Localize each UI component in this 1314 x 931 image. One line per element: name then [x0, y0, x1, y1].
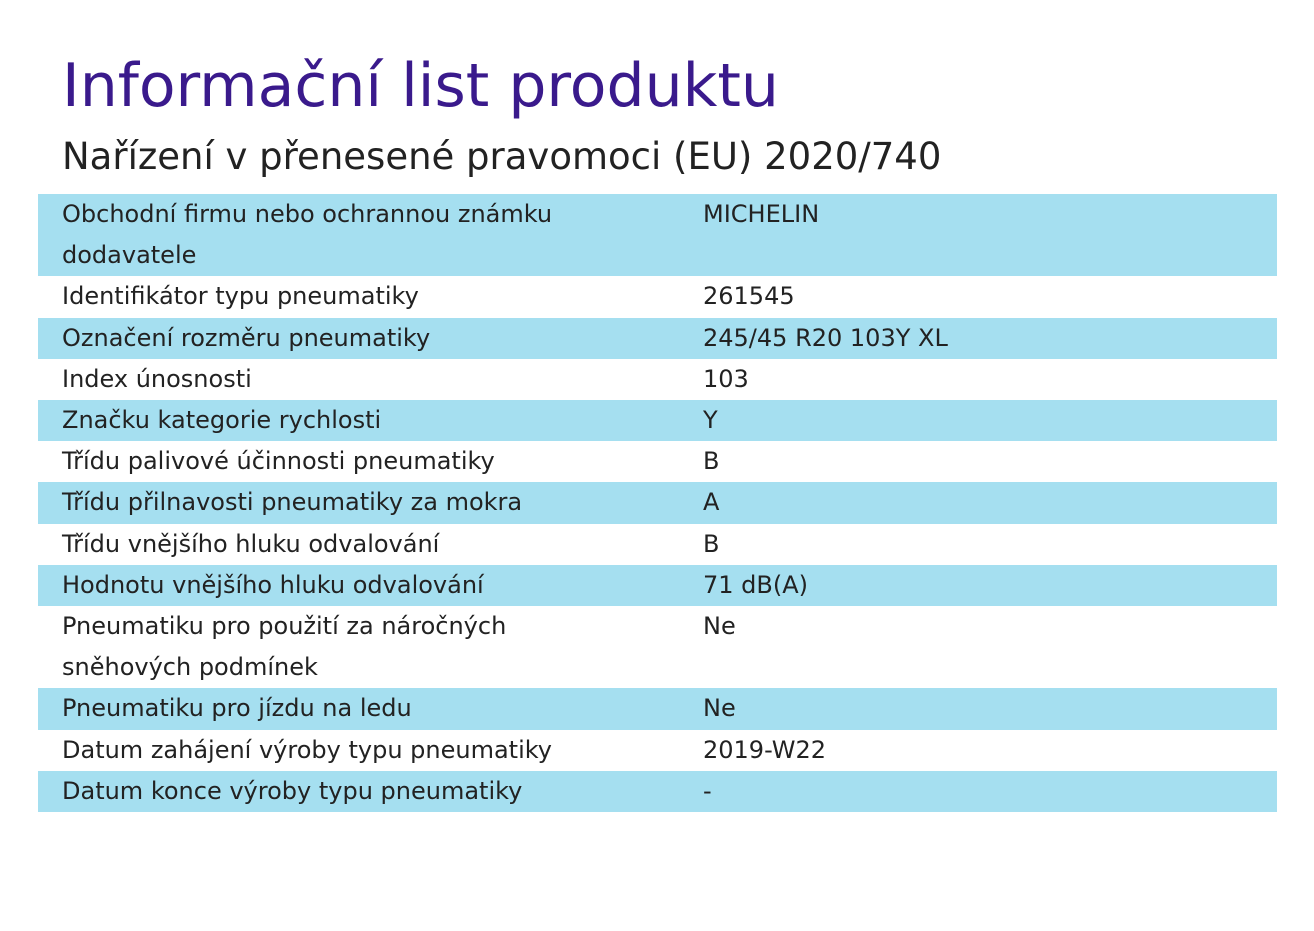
table-row [38, 359, 1277, 400]
row-value: A [703, 488, 720, 517]
row-value: MICHELIN [703, 200, 820, 228]
table-row [38, 771, 1277, 812]
row-label-cell [38, 359, 679, 400]
row-label-cell [38, 565, 679, 606]
row-label-cell [38, 606, 679, 688]
row-label-cell [38, 441, 679, 482]
row-label-cell [38, 524, 679, 565]
table-row [38, 482, 1277, 523]
row-value: 2019-W22 [703, 735, 827, 764]
table-row [38, 730, 1277, 771]
table-row [38, 276, 1277, 317]
row-label-cell [38, 730, 679, 771]
row-label-cell [38, 276, 679, 317]
table-row [38, 400, 1277, 441]
row-label: Datum zahájení výroby typu pneumatiky [62, 735, 552, 764]
row-label: Hodnotu vnějšího hluku odvalování [62, 570, 484, 599]
row-label: Značku kategorie rychlosti [62, 406, 382, 435]
row-label-cell [38, 318, 679, 359]
row-label-cell [38, 194, 679, 276]
row-label-cell [38, 400, 679, 441]
row-label-cell [38, 688, 679, 729]
row-value: B [703, 529, 720, 558]
table-row [38, 318, 1277, 359]
row-value: 71 dB(A) [703, 570, 809, 599]
row-value: 103 [703, 364, 749, 393]
row-value: 261545 [703, 282, 795, 311]
row-value: Y [703, 406, 718, 435]
row-label: Pneumatiku pro jízdu na ledu [62, 694, 412, 723]
page-subtitle: Nařízení v přenesené pravomoci (EU) 2020/740 [62, 135, 942, 178]
row-value: 245/45 R20 103Y XL [703, 323, 948, 352]
row-label: Identifikátor typu pneumatiky [62, 282, 419, 311]
row-label: Obchodní firmu nebo ochrannou známku dodavatele [62, 200, 553, 270]
row-label-cell [38, 482, 679, 523]
table-row [38, 606, 1277, 688]
row-value: Ne [703, 694, 736, 723]
row-label: Třídu vnějšího hluku odvalování [62, 529, 440, 558]
table-row [38, 194, 1277, 276]
table-row [38, 565, 1277, 606]
page-title: Informační list produktu [62, 51, 779, 121]
row-value: - [703, 776, 712, 805]
row-label: Třídu palivové účinnosti pneumatiky [62, 447, 495, 476]
table-row [38, 688, 1277, 729]
table-row [38, 441, 1277, 482]
row-label: Index únosnosti [62, 364, 252, 393]
row-label: Třídu přilnavosti pneumatiky za mokra [62, 488, 523, 517]
product-info-table [38, 194, 1277, 812]
table-row [38, 524, 1277, 565]
row-label-cell [38, 771, 679, 812]
row-label: Pneumatiku pro použití za náročných sněhových podmínek [62, 612, 507, 682]
row-label: Datum konce výroby typu pneumatiky [62, 776, 523, 805]
row-value: Ne [703, 612, 736, 641]
row-label: Označení rozměru pneumatiky [62, 323, 431, 352]
product-info-table-body [38, 194, 1277, 812]
row-value: B [703, 447, 720, 476]
